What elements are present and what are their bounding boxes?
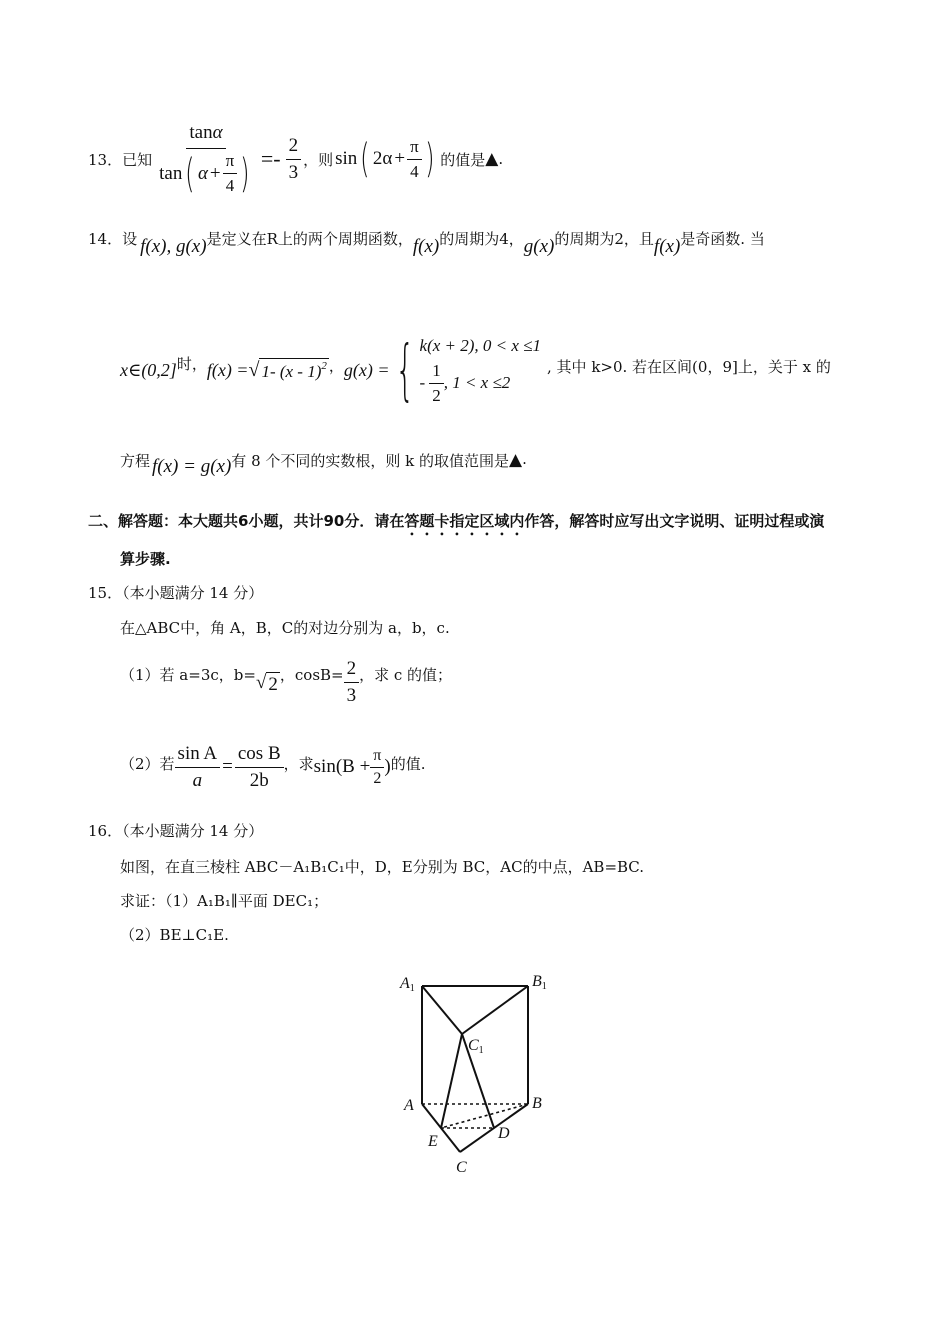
answer-blank-triangle: ▲: [485, 149, 499, 169]
q15-part2: （2）若 $\frac{\text{sin A}}{a}$ = $\frac{\text{cos B}}{2b}$ ，求 sin(B + $\frac{\pi}{2}$ ) 的值.: [120, 742, 426, 791]
prism-figure: [390, 960, 570, 1180]
edge-c1e: [441, 1034, 462, 1128]
q15-part1: （1）若 a=3c，b= √ 2 ，cosB= $\frac{2}{3}$ ，求 c 的值；: [120, 658, 453, 706]
q14-line3: 方程 f(x) = g(x) 有 8 个不同的实数根，则 k 的取值范围是 ▲ .: [120, 450, 527, 477]
q15-stem: 在△ABC中，角 A，B，C的对边分别为 a，b，c.: [120, 619, 450, 637]
label-b1: B1: [532, 973, 547, 992]
q13-rhs: $\frac{2}{3}$: [286, 135, 302, 184]
emphasis-text: 答题卡指定区域内: [404, 512, 525, 530]
q16-stem: 如图，在直三棱柱 ABC－A₁B₁C₁中，D，E分别为 BC，AC的中点，AB=BC.: [120, 858, 645, 876]
edge-b1c1: [462, 986, 528, 1034]
q13-lead: 已知: [122, 150, 153, 169]
q13-number: 13．: [88, 150, 123, 169]
piecewise-cases: k(x + 2), 0 < x ≤1 - $\frac{1}{2}$ , 1 < x ≤2: [419, 335, 542, 405]
edge-be-hidden: [441, 1104, 528, 1128]
label-a1: A1: [400, 975, 415, 994]
q13-fraction: tanα tan ( α + $\frac{\pi}{4}$ ): [159, 122, 250, 197]
q13-then: ，则: [303, 150, 334, 169]
label-e: E: [428, 1133, 438, 1150]
label-b: B: [532, 1095, 542, 1112]
label-a: A: [404, 1097, 414, 1114]
q14-line1: 14．设 f(x), g(x) 是定义在R上的两个周期函数， f(x) 的周期为4， g(x) 的周期为2，且 f(x) 是奇函数. 当: [88, 230, 765, 257]
section-heading: 二、解答题：本大题共6小题，共计90分．请在答题卡指定区域内作答，解答时应写出文字说明、证明过程或演: [88, 512, 825, 530]
q16-header: 16．（本小题满分 14 分）: [88, 822, 264, 840]
label-c: C: [456, 1159, 467, 1176]
answer-blank-triangle: ▲: [509, 450, 523, 470]
piecewise-brace: {: [395, 331, 414, 408]
q16-prove2: （2）BE⊥C₁E.: [120, 926, 229, 944]
q13-equals: =-: [260, 146, 281, 171]
q13: 13． 已知 tanα tan ( α + $\frac{\pi}{4}$ ) =- $\frac{2}{3}$ ，则 sin ( 2α + $\frac{\pi}{4}$ ) 的值是 ▲ .: [88, 122, 504, 197]
label-c1: C1: [468, 1037, 484, 1056]
q14-line2: x∈(0,2] 时， f(x) = √ 1- (x - 1)$^2$ ， g(x) = { k(x + 2), 0 < x ≤1 - $\frac{1}{2}$ , 1 < x ≤2 , 其中 k>0. 若在区间(0，9]上，关于 x 的: [120, 331, 831, 408]
section-heading-cont: 算步骤.: [120, 550, 171, 568]
q15-header: 15．（本小题满分 14 分）: [88, 584, 264, 602]
q16-prove1: 求证：（1）A₁B₁∥平面 DEC₁；: [120, 892, 329, 910]
edge-a1c1: [422, 986, 462, 1034]
label-d: D: [498, 1125, 510, 1142]
